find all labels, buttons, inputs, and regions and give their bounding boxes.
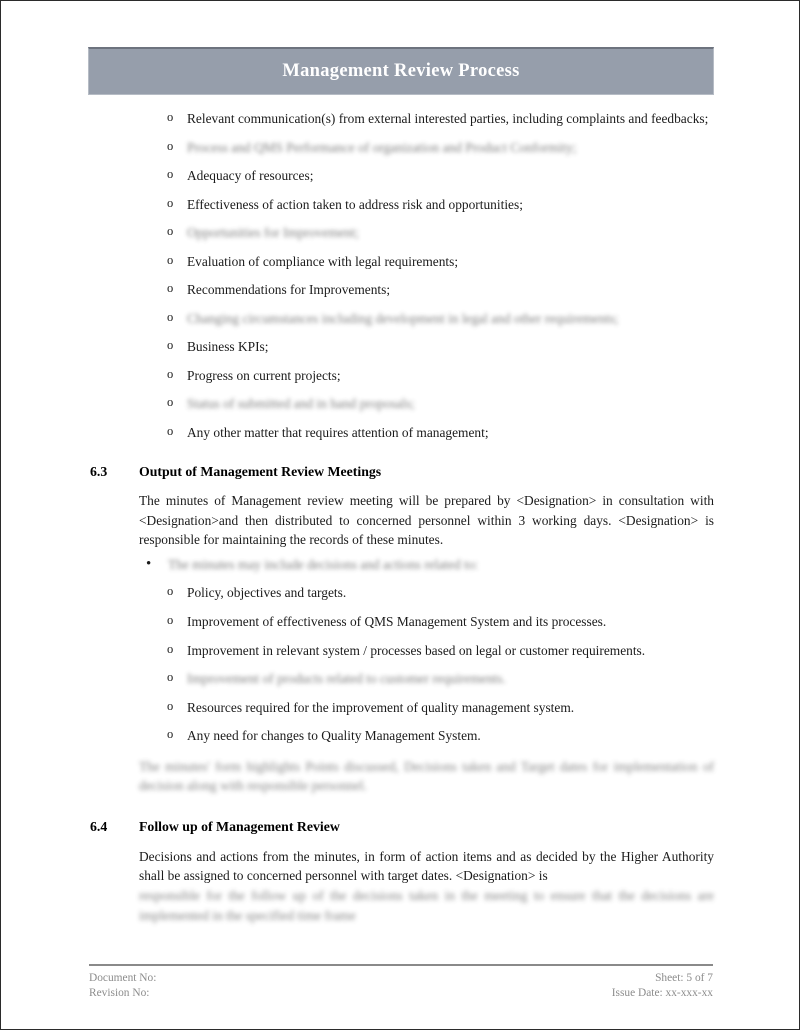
list-item-text: The minutes may include decisions and actions related to: <box>168 556 479 572</box>
list-item <box>88 223 714 242</box>
circle-marker-icon: o <box>167 584 174 599</box>
list-item-text: Changing circumstances including development in legal and other requirements; <box>187 310 619 326</box>
list-item-text: Status of submitted and in hand proposals; <box>187 396 415 412</box>
management-review-inputs-list <box>88 109 714 442</box>
circle-marker-icon: o <box>167 338 174 353</box>
list-item-text: Opportunities for Improvement; <box>187 225 359 241</box>
list-item <box>88 726 714 745</box>
list-item-text: Recommendations for Improvements; <box>187 282 391 298</box>
document-body <box>88 109 714 925</box>
list-item <box>88 252 714 271</box>
list-item <box>88 698 714 717</box>
list-item-text: Any need for changes to Quality Management System. <box>187 728 481 744</box>
list-item <box>88 280 714 299</box>
list-item-text: Business KPIs; <box>187 339 269 355</box>
bullet-marker-icon: • <box>146 555 152 572</box>
footer-revision-no: Revision No: <box>89 987 150 1000</box>
section-number: 6.3 <box>90 463 108 479</box>
management-review-outputs-list <box>88 583 714 745</box>
list-item-text: Resources required for the improvement of quality management system. <box>187 699 575 715</box>
list-item <box>88 138 714 157</box>
section-heading-6-3 <box>88 462 714 482</box>
list-item-text: Progress on current projects; <box>187 367 341 383</box>
page-footer <box>89 964 713 1002</box>
page-title: Management Review Process <box>282 61 520 81</box>
list-item <box>88 555 714 574</box>
list-item <box>88 366 714 385</box>
list-item <box>88 583 714 602</box>
footer-sheet-number: Sheet: 5 of 7 <box>655 972 713 984</box>
list-item <box>88 109 714 128</box>
circle-marker-icon: o <box>167 224 174 239</box>
circle-marker-icon: o <box>167 167 174 182</box>
list-item <box>88 166 714 185</box>
circle-marker-icon: o <box>167 366 174 381</box>
list-item-text: Adequacy of resources; <box>187 168 314 184</box>
circle-marker-icon: o <box>167 698 174 713</box>
list-item-text: Policy, objectives and targets. <box>187 585 347 601</box>
footer-issue-date: Issue Date: xx-xxx-xx <box>611 987 713 1000</box>
list-item-text: Improvement of effectiveness of QMS Management System and its processes. <box>187 613 607 629</box>
minutes-lead-bullet-list <box>88 555 714 574</box>
list-item-text: Process and QMS Performance of organization and Product Conformity; <box>187 139 577 155</box>
list-item-text: Improvement of products related to customer requirements. <box>187 671 506 687</box>
circle-marker-icon: o <box>167 281 174 296</box>
list-item <box>88 309 714 328</box>
list-item-text: Evaluation of compliance with legal requirements; <box>187 253 459 269</box>
footer-document-no: Document No: <box>89 972 157 984</box>
list-item <box>88 337 714 356</box>
circle-marker-icon: o <box>167 252 174 267</box>
footer-right-block <box>612 971 713 1002</box>
circle-marker-icon: o <box>167 727 174 742</box>
circle-marker-icon: o <box>167 670 174 685</box>
list-item <box>88 195 714 214</box>
list-item <box>88 612 714 631</box>
list-item <box>88 423 714 442</box>
circle-marker-icon: o <box>167 395 174 410</box>
section-6-3-paragraph: The minutes of Management review meeting will be prepared by <Designation> in consultation with <Designation>and then distributed to concerned personnel within 3 working days. <Designation> is responsible for maintaining the records of these minutes. <box>139 493 714 547</box>
section-6-4-paragraph-visible: Decisions and actions from the minutes, in form of action items and as decided by the Higher Authority shall be assigned to concerned personnel with target dates. <Designation> is <box>139 849 714 884</box>
circle-marker-icon: o <box>167 110 174 124</box>
circle-marker-icon: o <box>167 195 174 210</box>
list-item <box>88 394 714 413</box>
circle-marker-icon: o <box>167 138 174 153</box>
circle-marker-icon: o <box>167 612 174 627</box>
section-6-4-paragraph-blurred: responsible for the follow up of the decisions taken in the meeting to ensure that the decisions are implemented in the specified time frame <box>139 888 714 923</box>
section-6-3-closing-paragraph: The minutes' form highlights Points discussed, Decisions taken and Target dates for implementation of decision along with responsible personnel. <box>139 759 714 794</box>
list-item-text: Effectiveness of action taken to address risk and opportunities; <box>187 196 523 212</box>
section-title: Output of Management Review Meetings <box>139 463 382 479</box>
section-heading-6-4 <box>88 817 714 837</box>
list-item-text: Relevant communication(s) from external interested parties, including complaints and feedbacks; <box>187 111 709 126</box>
list-item-text: Any other matter that requires attention of management; <box>187 424 489 440</box>
section-number: 6.4 <box>90 819 108 835</box>
circle-marker-icon: o <box>167 309 174 324</box>
circle-marker-icon: o <box>167 641 174 656</box>
list-item-text: Improvement in relevant system / processes based on legal or customer requirements. <box>187 642 646 658</box>
page-content <box>88 47 714 936</box>
footer-left-block <box>89 971 156 1002</box>
section-title: Follow up of Management Review <box>139 819 340 835</box>
list-item <box>88 669 714 688</box>
circle-marker-icon: o <box>167 423 174 438</box>
document-title-banner <box>88 47 714 95</box>
list-item <box>88 641 714 660</box>
